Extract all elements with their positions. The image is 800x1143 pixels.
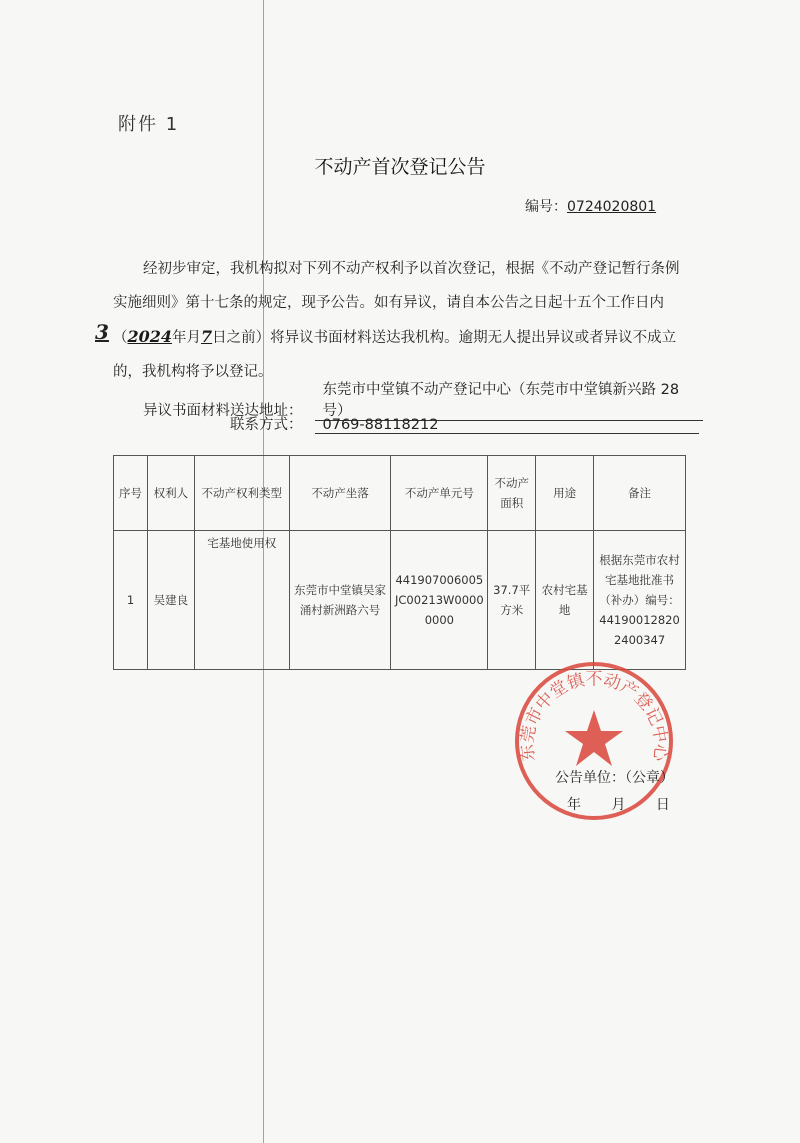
header-no: 序号	[114, 456, 148, 531]
body-part2: 年	[172, 330, 187, 346]
cell-owner: 吴建良	[147, 531, 194, 670]
cell-no: 1	[114, 531, 148, 670]
svg-text:东莞市中堂镇不动产登记中心: 东莞市中堂镇不动产登记中心	[517, 669, 671, 763]
handwritten-day: 7	[201, 327, 213, 346]
contact-value: 0769-88118212	[315, 417, 699, 434]
contact-label: 联系方式：	[230, 417, 303, 433]
header-area: 不动产面积	[488, 456, 536, 531]
cell-remark: 根据东莞市农村宅基地批准书（补办）编号：441900128202400347	[594, 531, 686, 670]
body-part1: 经初步审定，我机构拟对下列不动产权利予以首次登记，根据《不动产登记暂行条例实施细则》第十七条的规定，现予公告。如有异议，请自本公告之日起十五个工作日内（	[113, 261, 680, 346]
page-title: 不动产首次登记公告	[314, 156, 486, 178]
objection-address-value: 东莞市中堂镇不动产登记中心（东莞市中堂镇新兴路 28 号）	[315, 378, 703, 421]
attachment-label: 附件 1	[118, 114, 180, 135]
body-part4: 日之前）将异议书面材料送达我机构。逾期无人提出异议或者异议不成立的，我机构将予以登记。	[113, 330, 677, 380]
cell-use: 农村宅基地	[536, 531, 594, 670]
handwritten-month: 3	[95, 320, 109, 344]
cell-location: 东莞市中堂镇吴家涌村新洲路六号	[289, 531, 391, 670]
registration-table	[113, 455, 686, 670]
body-part3: 月	[186, 330, 202, 346]
header-unit-no: 不动产单元号	[391, 456, 488, 531]
header-location: 不动产坐落	[289, 456, 391, 531]
table-row	[114, 531, 686, 670]
header-use: 用途	[536, 456, 594, 531]
header-right-type: 不动产权利类型	[194, 456, 289, 531]
header-owner: 权利人	[147, 456, 194, 531]
table-header-row	[114, 456, 686, 531]
notice-number-label: 编号：	[525, 199, 567, 215]
issuer-label: 公告单位：（公章）	[555, 770, 674, 786]
notice-number-value: 0724020801	[567, 199, 657, 215]
cell-unit-no: 441907006005JC00213W00000000	[391, 531, 488, 670]
cell-area: 37.7平方米	[488, 531, 536, 670]
cell-right-type: 宅基地使用权	[194, 531, 289, 670]
notice-number	[525, 196, 656, 216]
notice-body	[113, 252, 688, 389]
contact-info	[230, 413, 699, 434]
handwritten-year: 2024	[127, 327, 173, 346]
date-label: 年 月 日	[567, 797, 670, 813]
header-remark: 备注	[594, 456, 686, 531]
objection-address-label: 异议书面材料送达地址：	[143, 403, 303, 419]
